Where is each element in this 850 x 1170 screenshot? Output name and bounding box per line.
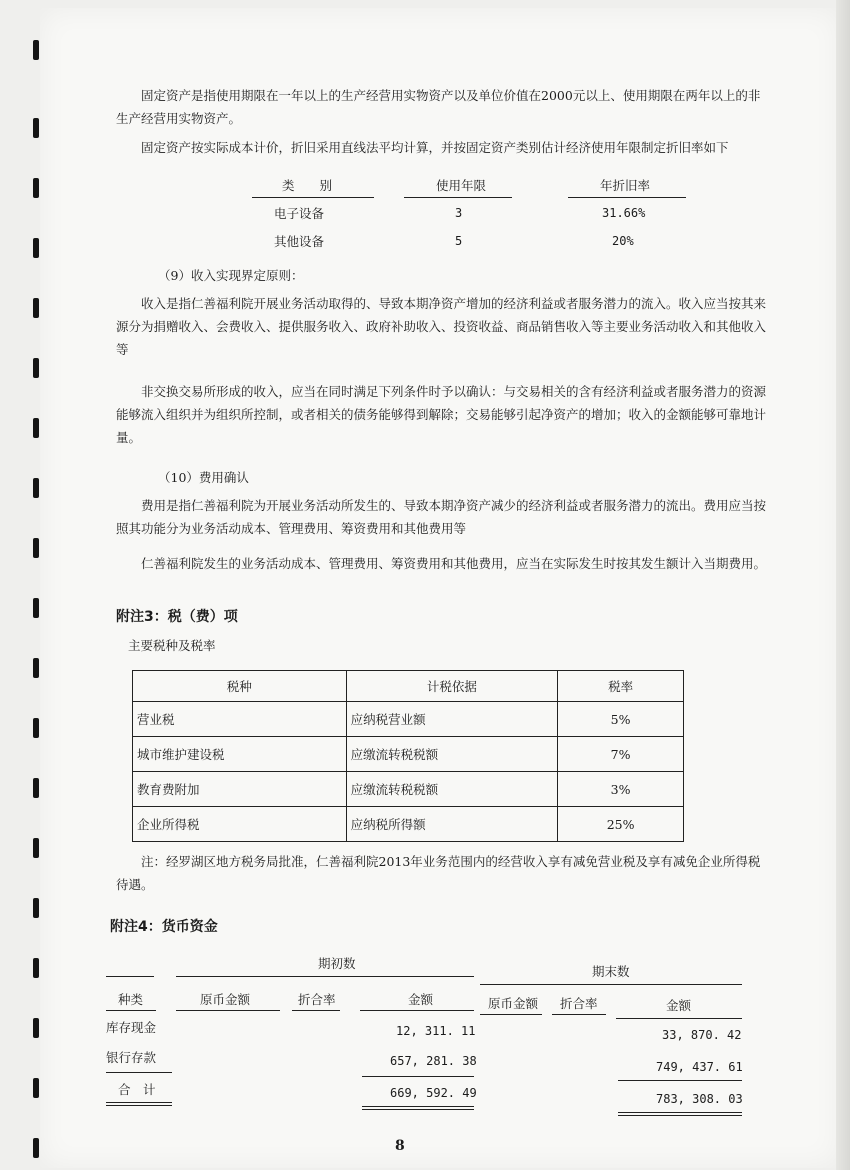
tax-rate: 3% [558, 772, 684, 807]
tax-header-kind: 税种 [133, 671, 347, 702]
header-rule [292, 1010, 340, 1011]
tax-kind: 营业税 [133, 702, 347, 737]
total-kind: 合 计 [118, 1082, 156, 1097]
total-end: 783, 308. 03 [656, 1092, 743, 1106]
binding-ring [33, 838, 39, 858]
dep-header-rule [404, 197, 512, 198]
col-rate-end: 折合率 [560, 996, 598, 1011]
dep-row-category: 其他设备 [274, 234, 325, 249]
table-row [133, 772, 684, 807]
dep-header-category: 类 别 [282, 178, 333, 193]
header-rule [616, 1018, 742, 1019]
note3-subtitle: 主要税种及税率 [128, 638, 216, 653]
tax-basis: 应纳税营业额 [346, 702, 558, 737]
table-row [133, 807, 684, 842]
tax-basis: 应缴流转税税额 [346, 737, 558, 772]
tax-rate: 5% [558, 702, 684, 737]
group-end-rule [480, 984, 742, 985]
dep-row-years: 5 [455, 234, 463, 248]
bank-begin: 657, 281. 38 [390, 1054, 477, 1068]
expense-paragraph: 费用是指仁善福利院为开展业务活动所发生的、导致本期净资产减少的经济利益或者服务潜力的流出。费用应当按照其功能分为业务活动成本、管理费用、筹资费用和其他费用等 [116, 498, 767, 536]
binding-ring [33, 598, 39, 618]
note3-title: 附注3：税（费）项 [116, 609, 238, 625]
binding-ring [33, 958, 39, 978]
fixed-assets-depreciation: 固定资产按实际成本计价，折旧采用直线法平均计算，并按固定资产类别估计经济使用年限制定折旧率如下 [141, 140, 729, 155]
header-rule [360, 1010, 474, 1011]
binding-ring [33, 418, 39, 438]
binding-ring [33, 1138, 39, 1158]
total-double-rule [362, 1109, 474, 1110]
header-rule [480, 1014, 542, 1015]
group-begin-rule [176, 976, 474, 977]
cash-begin: 12, 311. 11 [396, 1024, 476, 1038]
dep-row-years: 3 [455, 206, 463, 220]
revenue-paragraph: 收入是指仁善福利院开展业务活动取得的、导致本期净资产增加的经济利益或者服务潜力的流入。收入应当按其来源分为捐赠收入、会费收入、提供服务收入、政府补助收入、投资收益、商品销售收入等主要业务活动收入和其他收入等 [116, 296, 767, 357]
total-double-rule [618, 1115, 742, 1116]
header-rule [176, 1010, 280, 1011]
binding-ring [33, 538, 39, 558]
revenue-heading: （9）收入实现界定原则： [158, 268, 304, 283]
note4-title: 附注4：货币资金 [110, 919, 218, 935]
col-orig-end: 原币金额 [488, 996, 539, 1011]
tax-header-rate: 税率 [558, 671, 684, 702]
revenue-recognition-paragraph: 非交换交易所形成的收入，应当在同时满足下列条件时予以确认：与交易相关的含有经济利益或者服务潜力的资源能够流入组织并为组织所控制，或者相关的债务能够得到解除；交易能够引起净资产的增加；收入的金额能够可靠地计量。 [116, 384, 767, 445]
page-edge [836, 0, 850, 1170]
fixed-assets-definition: 固定资产是指使用期限在一年以上的生产经营用实物资产以及单位价值在2000元以上、使用期限在两年以上的非生产经营用实物资产。 [116, 88, 761, 126]
dep-header-rate: 年折旧率 [600, 178, 651, 193]
col-amount-begin: 金额 [408, 992, 434, 1007]
table-header-row [133, 671, 684, 702]
dep-row-category: 电子设备 [274, 206, 325, 221]
table-row [133, 702, 684, 737]
binding-ring [33, 298, 39, 318]
expense-recognition-paragraph: 仁善福利院发生的业务活动成本、管理费用、筹资费用和其他费用，应当在实际发生时按其发生额计入当期费用。 [141, 556, 767, 571]
page-number: 8 [395, 1138, 405, 1154]
binding-ring [33, 178, 39, 198]
binding-ring [33, 40, 39, 60]
tax-rate-table [132, 670, 684, 842]
tax-kind: 企业所得税 [133, 807, 347, 842]
tax-rate: 7% [558, 737, 684, 772]
total-double-rule [362, 1106, 474, 1107]
total-double-rule [106, 1105, 172, 1106]
group-begin-label: 期初数 [318, 956, 356, 971]
binding-ring [33, 778, 39, 798]
col-kind: 种类 [118, 992, 144, 1007]
binding-ring [33, 1018, 39, 1038]
tax-rate: 25% [558, 807, 684, 842]
col-orig-begin: 原币金额 [200, 992, 251, 1007]
col-rate-begin: 折合率 [298, 992, 336, 1007]
binding-ring [33, 238, 39, 258]
total-begin: 669, 592. 49 [390, 1086, 477, 1100]
tax-basis: 应纳税所得额 [346, 807, 558, 842]
dep-header-rule [252, 197, 374, 198]
header-rule [552, 1014, 606, 1015]
header-rule [106, 976, 154, 977]
binding-ring [33, 898, 39, 918]
cash-kind: 库存现金 [106, 1020, 157, 1035]
dep-row-rate: 20% [612, 234, 634, 248]
cash-end: 33, 870. 42 [662, 1028, 742, 1042]
binding-ring [33, 1078, 39, 1098]
tax-remark: 注：经罗湖区地方税务局批准，仁善福利院2013年业务范围内的经营收入享有减免营业税及享有减免企业所得税待遇。 [116, 854, 761, 892]
col-amount-end: 金额 [666, 998, 692, 1013]
dep-header-rule [568, 197, 686, 198]
binding-ring [33, 658, 39, 678]
bank-end: 749, 437. 61 [656, 1060, 743, 1074]
subtotal-rule [618, 1080, 742, 1081]
binding-ring [33, 718, 39, 738]
group-end-label: 期末数 [592, 964, 630, 979]
tax-kind: 城市维护建设税 [133, 737, 347, 772]
bank-kind: 银行存款 [106, 1050, 157, 1065]
tax-basis: 应缴流转税税额 [346, 772, 558, 807]
subtotal-rule [362, 1076, 474, 1077]
table-row [133, 737, 684, 772]
total-double-rule [106, 1102, 172, 1103]
header-rule [106, 1010, 156, 1011]
tax-header-basis: 计税依据 [346, 671, 558, 702]
tax-kind: 教育费附加 [133, 772, 347, 807]
total-double-rule [618, 1112, 742, 1113]
binding-ring [33, 118, 39, 138]
binding-ring [33, 358, 39, 378]
subtotal-rule [106, 1072, 172, 1073]
expense-heading: （10）费用确认 [158, 470, 249, 485]
dep-header-years: 使用年限 [436, 178, 487, 193]
binding-ring [33, 478, 39, 498]
dep-row-rate: 31.66% [602, 206, 646, 220]
